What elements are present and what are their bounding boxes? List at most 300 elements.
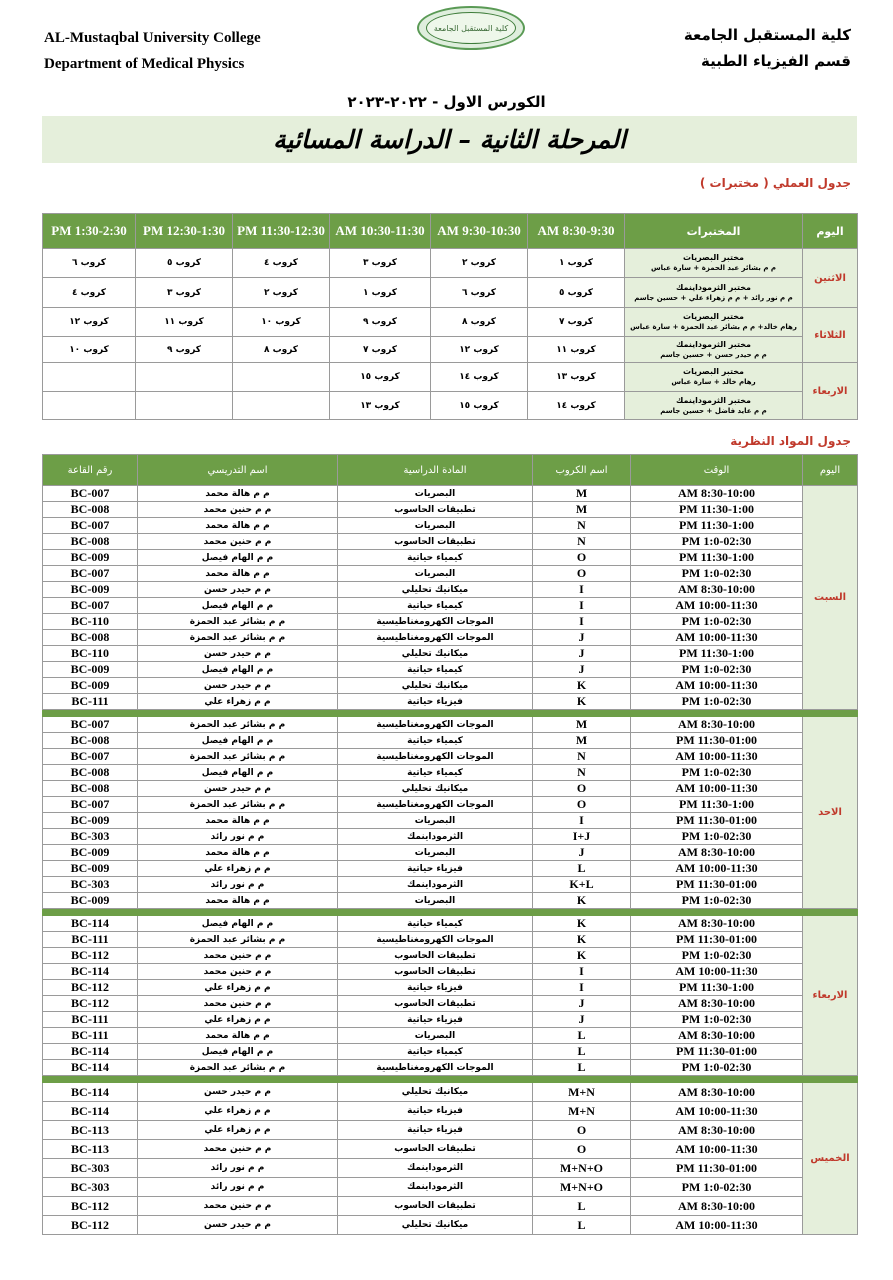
lab-name: مختبر البصريات [683, 253, 744, 262]
room-cell: BC-111 [43, 1028, 138, 1044]
time-cell: 10:00-11:30 AM [631, 861, 803, 877]
time-cell: 8:30-10:00 AM [631, 717, 803, 733]
group-cell: N [533, 765, 631, 781]
lab-group-cell: كروب ٧ [528, 308, 625, 337]
lab-staff: رهام خالد+ م م بشائر عبد الحمزة + سارة عباس [630, 323, 797, 331]
time-cell: 8:30-10:00 AM [631, 845, 803, 861]
subject-cell: البصريات [338, 893, 533, 909]
lab-group-cell: كروب ١٤ [528, 392, 625, 420]
theory-row [43, 797, 858, 813]
group-cell: I [533, 980, 631, 996]
subject-cell: ميكانيك تحليلي [338, 678, 533, 694]
theory-row [43, 1159, 858, 1178]
lab-name-cell [625, 308, 803, 337]
group-cell: K+L [533, 877, 631, 893]
group-cell: J [533, 845, 631, 861]
group-cell: M+N+O [533, 1159, 631, 1178]
theory-header-cell: اليوم [803, 455, 858, 486]
practical-table [42, 213, 858, 420]
group-cell: I+J [533, 829, 631, 845]
lab-staff: م م بشائر عبد الحمزة + سارة عباس [650, 264, 777, 272]
time-cell: 1:0-02:30 PM [631, 893, 803, 909]
theory-row [43, 550, 858, 566]
group-cell: M+N [533, 1083, 631, 1102]
subject-cell: كيمياء حياتية [338, 916, 533, 932]
theory-row [43, 1140, 858, 1159]
theory-row [43, 646, 858, 662]
lab-staff: رهام خالد + سارة عباس [671, 378, 756, 386]
theory-row [43, 1121, 858, 1140]
time-cell: 1:0-02:30 PM [631, 948, 803, 964]
group-cell: I [533, 598, 631, 614]
lab-header-cell: 11:30-12:30 PM [233, 214, 330, 249]
instructor-cell: م م هالة محمد [138, 845, 338, 861]
instructor-cell: م م هالة محمد [138, 893, 338, 909]
college-logo [417, 6, 525, 50]
lab-group-cell: كروب ٣ [330, 249, 431, 278]
subject-cell: تطبيقات الحاسوب [338, 1197, 533, 1216]
group-cell: M+N+O [533, 1178, 631, 1197]
instructor-cell: م م زهراء علي [138, 861, 338, 877]
theory-row [43, 1028, 858, 1044]
room-cell: BC-008 [43, 765, 138, 781]
term-title: الكورس الاول - ٢٠٢٢-٢٠٢٣ [347, 93, 546, 111]
instructor-cell: م م حيدر حسن [138, 781, 338, 797]
theory-row [43, 1083, 858, 1102]
group-cell: J [533, 646, 631, 662]
group-cell: O [533, 550, 631, 566]
instructor-cell: م م حيدر حسن [138, 1083, 338, 1102]
instructor-cell: م م الهام فيصل [138, 550, 338, 566]
room-cell: BC-007 [43, 566, 138, 582]
instructor-cell: م م حنين محمد [138, 996, 338, 1012]
group-cell: O [533, 566, 631, 582]
lab-row [43, 278, 858, 308]
subject-cell: فيزياء حياتية [338, 980, 533, 996]
room-cell: BC-009 [43, 861, 138, 877]
theory-row [43, 518, 858, 534]
separator-cell [43, 1076, 858, 1083]
group-cell: K [533, 948, 631, 964]
time-cell: 8:30-10:00 AM [631, 582, 803, 598]
room-cell: BC-111 [43, 1012, 138, 1028]
group-cell: O [533, 781, 631, 797]
instructor-cell: م م زهراء علي [138, 1102, 338, 1121]
lab-row [43, 363, 858, 392]
lab-row [43, 392, 858, 420]
theory-row [43, 964, 858, 980]
practical-section-title: جدول العملي ( مختبرات ) [699, 176, 851, 190]
group-cell: O [533, 1140, 631, 1159]
room-cell: BC-114 [43, 1060, 138, 1076]
theory-row [43, 765, 858, 781]
room-cell: BC-112 [43, 980, 138, 996]
lab-group-cell: كروب ٥ [528, 278, 625, 308]
lab-group-cell: كروب ١ [528, 249, 625, 278]
group-cell: L [533, 1197, 631, 1216]
group-cell: I [533, 582, 631, 598]
lab-group-cell: كروب ٢ [431, 249, 528, 278]
subject-cell: الموجات الكهرومغناطيسية [338, 797, 533, 813]
subject-cell: الموجات الكهرومغناطيسية [338, 932, 533, 948]
instructor-cell: م م الهام فيصل [138, 765, 338, 781]
subject-cell: ميكانيك تحليلي [338, 582, 533, 598]
room-cell: BC-112 [43, 1197, 138, 1216]
room-cell: BC-111 [43, 932, 138, 948]
time-cell: 8:30-10:00 AM [631, 1121, 803, 1140]
group-cell: M [533, 733, 631, 749]
theory-section-title: جدول المواد النظرية [730, 434, 851, 448]
time-cell: 11:30-01:00 PM [631, 932, 803, 948]
theory-row [43, 749, 858, 765]
group-cell: L [533, 1044, 631, 1060]
group-cell: K [533, 678, 631, 694]
subject-cell: فيزياء حياتية [338, 694, 533, 710]
group-cell: N [533, 518, 631, 534]
instructor-cell: م م هالة محمد [138, 1028, 338, 1044]
subject-cell: البصريات [338, 566, 533, 582]
instructor-cell: م م زهراء علي [138, 980, 338, 996]
subject-cell: كيمياء حياتية [338, 598, 533, 614]
theory-header-cell: اسم التدريسي [138, 455, 338, 486]
lab-group-cell: كروب ١٥ [330, 363, 431, 392]
room-cell: BC-009 [43, 845, 138, 861]
theory-row [43, 845, 858, 861]
lab-name: مختبر البصريات [683, 367, 744, 376]
lab-group-cell: كروب ١٠ [43, 337, 136, 363]
time-cell: 11:30-01:00 PM [631, 1044, 803, 1060]
room-cell: BC-303 [43, 829, 138, 845]
instructor-cell: م م بشائر عبد الحمزة [138, 1060, 338, 1076]
subject-cell: تطبيقات الحاسوب [338, 948, 533, 964]
lab-name-cell [625, 337, 803, 363]
instructor-cell: م م الهام فيصل [138, 598, 338, 614]
group-cell: J [533, 1012, 631, 1028]
theory-row [43, 1044, 858, 1060]
theory-row [43, 1197, 858, 1216]
lab-name: مختبر البصريات [683, 312, 744, 321]
time-cell: 1:0-02:30 PM [631, 694, 803, 710]
time-cell: 11:30-1:00 PM [631, 518, 803, 534]
lab-group-cell [136, 363, 233, 392]
subject-cell: البصريات [338, 813, 533, 829]
group-cell: L [533, 1216, 631, 1235]
room-cell: BC-009 [43, 662, 138, 678]
theory-row [43, 1102, 858, 1121]
room-cell: BC-110 [43, 614, 138, 630]
time-cell: 1:0-02:30 PM [631, 765, 803, 781]
room-cell: BC-303 [43, 877, 138, 893]
time-cell: 8:30-10:00 AM [631, 486, 803, 502]
subject-cell: الثرموداينمك [338, 1178, 533, 1197]
room-cell: BC-009 [43, 893, 138, 909]
theory-row [43, 598, 858, 614]
time-cell: 8:30-10:00 AM [631, 1028, 803, 1044]
lab-day-cell: الاثنين [803, 249, 858, 308]
lab-group-cell: كروب ١٣ [528, 363, 625, 392]
theory-row [43, 829, 858, 845]
theory-row [43, 932, 858, 948]
group-cell: O [533, 797, 631, 813]
room-cell: BC-112 [43, 948, 138, 964]
instructor-cell: م م الهام فيصل [138, 1044, 338, 1060]
room-cell: BC-008 [43, 534, 138, 550]
room-cell: BC-007 [43, 749, 138, 765]
theory-row [43, 980, 858, 996]
room-cell: BC-008 [43, 630, 138, 646]
separator-cell [43, 710, 858, 717]
instructor-cell: م م نور رائد [138, 1178, 338, 1197]
time-cell: 10:00-11:30 AM [631, 1102, 803, 1121]
room-cell: BC-008 [43, 781, 138, 797]
lab-group-cell: كروب ١٣ [330, 392, 431, 420]
lab-header-cell: 1:30-2:30 PM [43, 214, 136, 249]
time-cell: 1:0-02:30 PM [631, 1060, 803, 1076]
theory-day-cell: الخميس [803, 1083, 858, 1235]
subject-cell: ميكانيك تحليلي [338, 781, 533, 797]
group-cell: M [533, 502, 631, 518]
subject-cell: كيمياء حياتية [338, 662, 533, 678]
theory-row [43, 1060, 858, 1076]
subject-cell: تطبيقات الحاسوب [338, 534, 533, 550]
lab-group-cell: كروب ١١ [528, 337, 625, 363]
room-cell: BC-114 [43, 964, 138, 980]
instructor-cell: م م حيدر حسن [138, 678, 338, 694]
lab-group-cell: كروب ١٠ [233, 308, 330, 337]
theory-header-cell: الوقت [631, 455, 803, 486]
subject-cell: تطبيقات الحاسوب [338, 964, 533, 980]
room-cell: BC-110 [43, 646, 138, 662]
time-cell: 1:0-02:30 PM [631, 662, 803, 678]
instructor-cell: م م زهراء علي [138, 694, 338, 710]
theory-row [43, 813, 858, 829]
lab-day-cell: الثلاثاء [803, 308, 858, 363]
subject-cell: فيزياء حياتية [338, 1012, 533, 1028]
time-cell: 1:0-02:30 PM [631, 1178, 803, 1197]
department-name-en: Department of Medical Physics [44, 56, 245, 72]
lab-group-cell: كروب ٩ [136, 337, 233, 363]
lab-group-cell: كروب ١ [330, 278, 431, 308]
subject-cell: فيزياء حياتية [338, 861, 533, 877]
group-cell: L [533, 1028, 631, 1044]
lab-group-cell: كروب ٤ [233, 249, 330, 278]
day-separator [43, 710, 858, 717]
group-cell: K [533, 893, 631, 909]
room-cell: BC-009 [43, 813, 138, 829]
lab-name-cell [625, 392, 803, 420]
instructor-cell: م م حنين محمد [138, 1197, 338, 1216]
subject-cell: تطبيقات الحاسوب [338, 996, 533, 1012]
room-cell: BC-009 [43, 678, 138, 694]
room-cell: BC-007 [43, 717, 138, 733]
time-cell: 8:30-10:00 AM [631, 916, 803, 932]
lab-group-cell: كروب ٦ [431, 278, 528, 308]
lab-row [43, 249, 858, 278]
room-cell: BC-007 [43, 598, 138, 614]
instructor-cell: م م نور رائد [138, 877, 338, 893]
group-cell: J [533, 996, 631, 1012]
theory-header-cell: اسم الكروب [533, 455, 631, 486]
theory-row [43, 893, 858, 909]
subject-cell: كيمياء حياتية [338, 733, 533, 749]
room-cell: BC-008 [43, 502, 138, 518]
instructor-cell: م م حيدر حسن [138, 582, 338, 598]
lab-group-cell [136, 392, 233, 420]
room-cell: BC-007 [43, 486, 138, 502]
instructor-cell: م م زهراء علي [138, 1012, 338, 1028]
instructor-cell: م م بشائر عبد الحمزة [138, 932, 338, 948]
time-cell: 10:00-11:30 AM [631, 630, 803, 646]
subject-cell: كيمياء حياتية [338, 765, 533, 781]
room-cell: BC-008 [43, 733, 138, 749]
lab-staff: م م نور رائد + م م زهراء علي + حسين جاسم [634, 293, 793, 302]
subject-cell: الموجات الكهرومغناطيسية [338, 614, 533, 630]
instructor-cell: م م حنين محمد [138, 534, 338, 550]
instructor-cell: م م بشائر عبد الحمزة [138, 749, 338, 765]
time-cell: 10:00-11:30 AM [631, 749, 803, 765]
lab-group-cell: كروب ٢ [233, 278, 330, 308]
time-cell: 1:0-02:30 PM [631, 614, 803, 630]
instructor-cell: م م حنين محمد [138, 1140, 338, 1159]
instructor-cell: م م حنين محمد [138, 964, 338, 980]
subject-cell: الثرموداينمك [338, 877, 533, 893]
theory-row [43, 614, 858, 630]
lab-group-cell [233, 363, 330, 392]
time-cell: 8:30-10:00 AM [631, 1083, 803, 1102]
subject-cell: البصريات [338, 1028, 533, 1044]
theory-row [43, 1216, 858, 1235]
time-cell: 8:30-10:00 AM [631, 996, 803, 1012]
group-cell: L [533, 1060, 631, 1076]
lab-group-cell: كروب ٤ [43, 278, 136, 308]
lab-group-cell: كروب ٩ [330, 308, 431, 337]
time-cell: 10:00-11:30 AM [631, 598, 803, 614]
theory-row [43, 717, 858, 733]
lab-group-cell: كروب ٣ [136, 278, 233, 308]
subject-cell: كيمياء حياتية [338, 1044, 533, 1060]
lab-name-cell [625, 363, 803, 392]
lab-staff: م م عايد فاضل + حسين جاسم [660, 406, 767, 415]
group-cell: I [533, 614, 631, 630]
time-cell: 10:00-11:30 AM [631, 1140, 803, 1159]
lab-group-cell: كروب ٥ [136, 249, 233, 278]
instructor-cell: م م بشائر عبد الحمزة [138, 717, 338, 733]
room-cell: BC-007 [43, 797, 138, 813]
instructor-cell: م م هالة محمد [138, 486, 338, 502]
lab-row [43, 308, 858, 337]
lab-name: مختبر الثرموداينمك [676, 339, 751, 349]
lab-group-cell: كروب ٨ [233, 337, 330, 363]
instructor-cell: م م هالة محمد [138, 566, 338, 582]
group-cell: M [533, 486, 631, 502]
subject-cell: كيمياء حياتية [338, 550, 533, 566]
subject-cell: الموجات الكهرومغناطيسية [338, 749, 533, 765]
lab-day-cell: الاربعاء [803, 363, 858, 420]
time-cell: 11:30-1:00 PM [631, 646, 803, 662]
theory-row [43, 1012, 858, 1028]
theory-row [43, 582, 858, 598]
group-cell: J [533, 630, 631, 646]
subject-cell: الموجات الكهرومغناطيسية [338, 630, 533, 646]
instructor-cell: م م نور رائد [138, 829, 338, 845]
time-cell: 11:30-01:00 PM [631, 813, 803, 829]
lab-group-cell: كروب ١٥ [431, 392, 528, 420]
group-cell: L [533, 861, 631, 877]
subject-cell: ميكانيك تحليلي [338, 1083, 533, 1102]
lab-staff: م م حيدر حسن + حسين جاسم [660, 350, 767, 359]
instructor-cell: م م حيدر حسن [138, 646, 338, 662]
lab-header-cell: 8:30-9:30 AM [528, 214, 625, 249]
theory-header-cell: المادة الدراسية [338, 455, 533, 486]
theory-row [43, 534, 858, 550]
group-cell: N [533, 749, 631, 765]
theory-table [42, 454, 858, 1235]
department-name-ar: قسم الفيزياء الطبية [701, 52, 851, 70]
time-cell: 10:00-11:30 AM [631, 1216, 803, 1235]
lab-row [43, 337, 858, 363]
theory-row [43, 877, 858, 893]
room-cell: BC-009 [43, 582, 138, 598]
group-cell: O [533, 1121, 631, 1140]
theory-row [43, 502, 858, 518]
lab-group-cell: كروب ١٢ [43, 308, 136, 337]
lab-group-cell: كروب ١٢ [431, 337, 528, 363]
subject-cell: تطبيقات الحاسوب [338, 502, 533, 518]
theory-header-cell: رقم القاعة [43, 455, 138, 486]
subject-cell: البصريات [338, 486, 533, 502]
lab-group-cell: كروب ٧ [330, 337, 431, 363]
theory-row [43, 996, 858, 1012]
instructor-cell: م م بشائر عبد الحمزة [138, 630, 338, 646]
room-cell: BC-114 [43, 1083, 138, 1102]
college-name-en: AL-Mustaqbal University College [44, 30, 261, 46]
instructor-cell: م م نور رائد [138, 1159, 338, 1178]
subject-cell: الموجات الكهرومغناطيسية [338, 1060, 533, 1076]
day-separator [43, 909, 858, 916]
room-cell: BC-009 [43, 550, 138, 566]
instructor-cell: م م حيدر حسن [138, 1216, 338, 1235]
room-cell: BC-113 [43, 1121, 138, 1140]
instructor-cell: م م الهام فيصل [138, 916, 338, 932]
lab-header-cell: المختبرات [625, 214, 803, 249]
logo-text: كلية المستقبل الجامعة [426, 12, 516, 44]
room-cell: BC-112 [43, 1216, 138, 1235]
group-cell: M [533, 717, 631, 733]
lab-header-cell: اليوم [803, 214, 858, 249]
lab-group-cell [43, 392, 136, 420]
lab-group-cell: كروب ١٤ [431, 363, 528, 392]
instructor-cell: م م الهام فيصل [138, 733, 338, 749]
theory-row [43, 694, 858, 710]
group-cell: N [533, 534, 631, 550]
instructor-cell: م م حنين محمد [138, 948, 338, 964]
theory-row [43, 1178, 858, 1197]
lab-header-cell: 12:30-1:30 PM [136, 214, 233, 249]
time-cell: 8:30-10:00 AM [631, 1197, 803, 1216]
theory-row [43, 916, 858, 932]
group-cell: I [533, 964, 631, 980]
subject-cell: البصريات [338, 518, 533, 534]
time-cell: 11:30-01:00 PM [631, 733, 803, 749]
group-cell: J [533, 662, 631, 678]
group-cell: M+N [533, 1102, 631, 1121]
lab-name: مختبر الثرموداينمك [676, 395, 751, 405]
subject-cell: فيزياء حياتية [338, 1102, 533, 1121]
instructor-cell: م م حنين محمد [138, 502, 338, 518]
room-cell: BC-111 [43, 694, 138, 710]
subject-cell: فيزياء حياتية [338, 1121, 533, 1140]
instructor-cell: م م بشائر عبد الحمزة [138, 797, 338, 813]
